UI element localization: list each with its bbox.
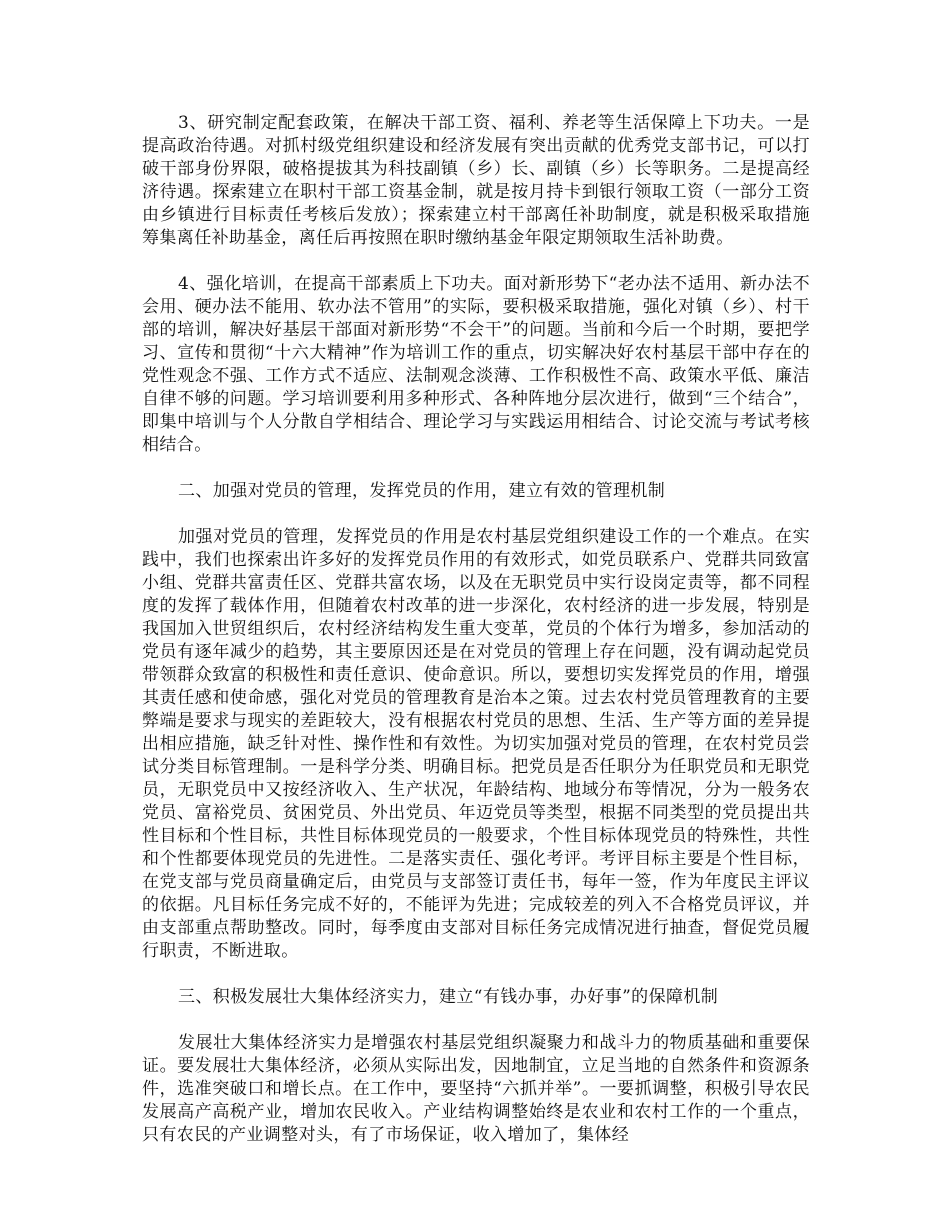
paragraph-policy-support: 3、研究制定配套政策，在解决干部工资、福利、养老等生活保障上下功夫。一是提高政治待遇。对抓村级党组织建设和经济发展有突出贡献的优秀党支部书记，可以打破干部身份界限，破格提拔其为科技副镇（乡）长、副镇（乡）长等职务。二是提高经济待遇。探索建立在职村干部工资基金制，就是按月持卡到银行领取工资（一部分工资由乡镇进行目标责任考核后发放）；探索建立村干部离任补助制度，就是积极采取措施筹集离任补助基金，离任后再按照在职时缴纳基金年限定期领取生活补助费。 [142, 113, 810, 248]
paragraph-training: 4、强化培训，在提高干部素质上下功夫。面对新形势下“老办法不适用、新办法不会用、硬办法不能用、软办法不管用”的实际，要积极采取措施，强化对镇（乡）、村干部的培训，解决好基层干部面对新形势“不会干”的问题。当前和今后一个时期，要把学习、宣传和贯彻“十六大精神”作为培训工作的重点，切实解决好农村基层干部中存在的党性观念不强、工作方式不适应、法制观念淡薄、工作积极性不高、政策水平低、廉洁自律不够的问题。学习培训要利用多种形式、各种阵地分层次进行，做到“三个结合”，即集中培训与个人分散自学相结合、理论学习与实践运用相结合、讨论交流与考试考核相结合。 [142, 274, 810, 455]
document-body [142, 112, 810, 1170]
paragraph-collective-economy: 发展壮大集体经济实力是增强农村基层党组织凝聚力和战斗力的物质基础和重要保证。要发展壮大集体经济，必须从实际出发，因地制宜，立足当地的自然条件和资源条件，选准突破口和增长点。在工作中，要坚持“六抓并举”。一要抓调整，积极引导农民发展高产高税产业，增加农民收入。产业结构调整始终是农业和农村工作的一个重点，只有农民的产业调整对头，有了市场保证，收入增加了，集体经 [142, 1033, 810, 1145]
paragraph-party-member-management: 加强对党员的管理，发挥党员的作用是农村基层党组织建设工作的一个难点。在实践中，我们也探索出许多好的发挥党员作用的有效形式，如党员联系户、党群共同致富小组、党群共富责任区、党群共富农场，以及在无职党员中实行设岗定责等，都不同程度的发挥了载体作用，但随着农村改革的进一步深化，农村经济的进一步发展，特别是我国加入世贸组织后，农村经济结构发生重大变革，党员的个体行为增多，参加活动的党员有逐年减少的趋势，其主要原因还是在对党员的管理上存在问题，没有调动起党员带领群众致富的积极性和责任意识、使命意识。所以，要想切实发挥党员的作用，增强其责任感和使命感，强化对党员的管理教育是治本之策。过去农村党员管理教育的主要弊端是要求与现实的差距较大，没有根据农村党员的思想、生活、生产等方面的差异提出相应措施，缺乏针对性、操作性和有效性。为切实加强对党员的管理，在农村党员尝试分类目标管理制。一是科学分类、明确目标。把党员是否任职分为任职党员和无职党员，无职党员中又按经济收入、生产状况，年龄结构、地域分布等情况，分为一般务农党员、富裕党员、贫困党员、外出党员、年迈党员等类型，根据不同类型的党员提出共性目标和个性目标，共性目标体现党员的一般要求，个性目标体现党员的特殊性，共性和个性都要体现党员的先进性。二是落实责任、强化考评。考评目标主要是个性目标，在党支部与党员商量确定后，由党员与支部签订责任书，每年一签，作为年度民主评议的依据。凡目标任务完成不好的，不能评为先进；完成较差的列入不合格党员评议，并由支部重点帮助整改。同时，每季度由支部对目标任务完成情况进行抽查，督促党员履行职责，不断进取。 [142, 527, 810, 961]
section-heading-party-member-management: 二、加强对党员的管理，发挥党员的作用，建立有效的管理机制 [178, 481, 666, 501]
section-heading-collective-economy: 三、积极发展壮大集体经济实力，建立“有钱办事，办好事”的保障机制 [178, 987, 719, 1007]
